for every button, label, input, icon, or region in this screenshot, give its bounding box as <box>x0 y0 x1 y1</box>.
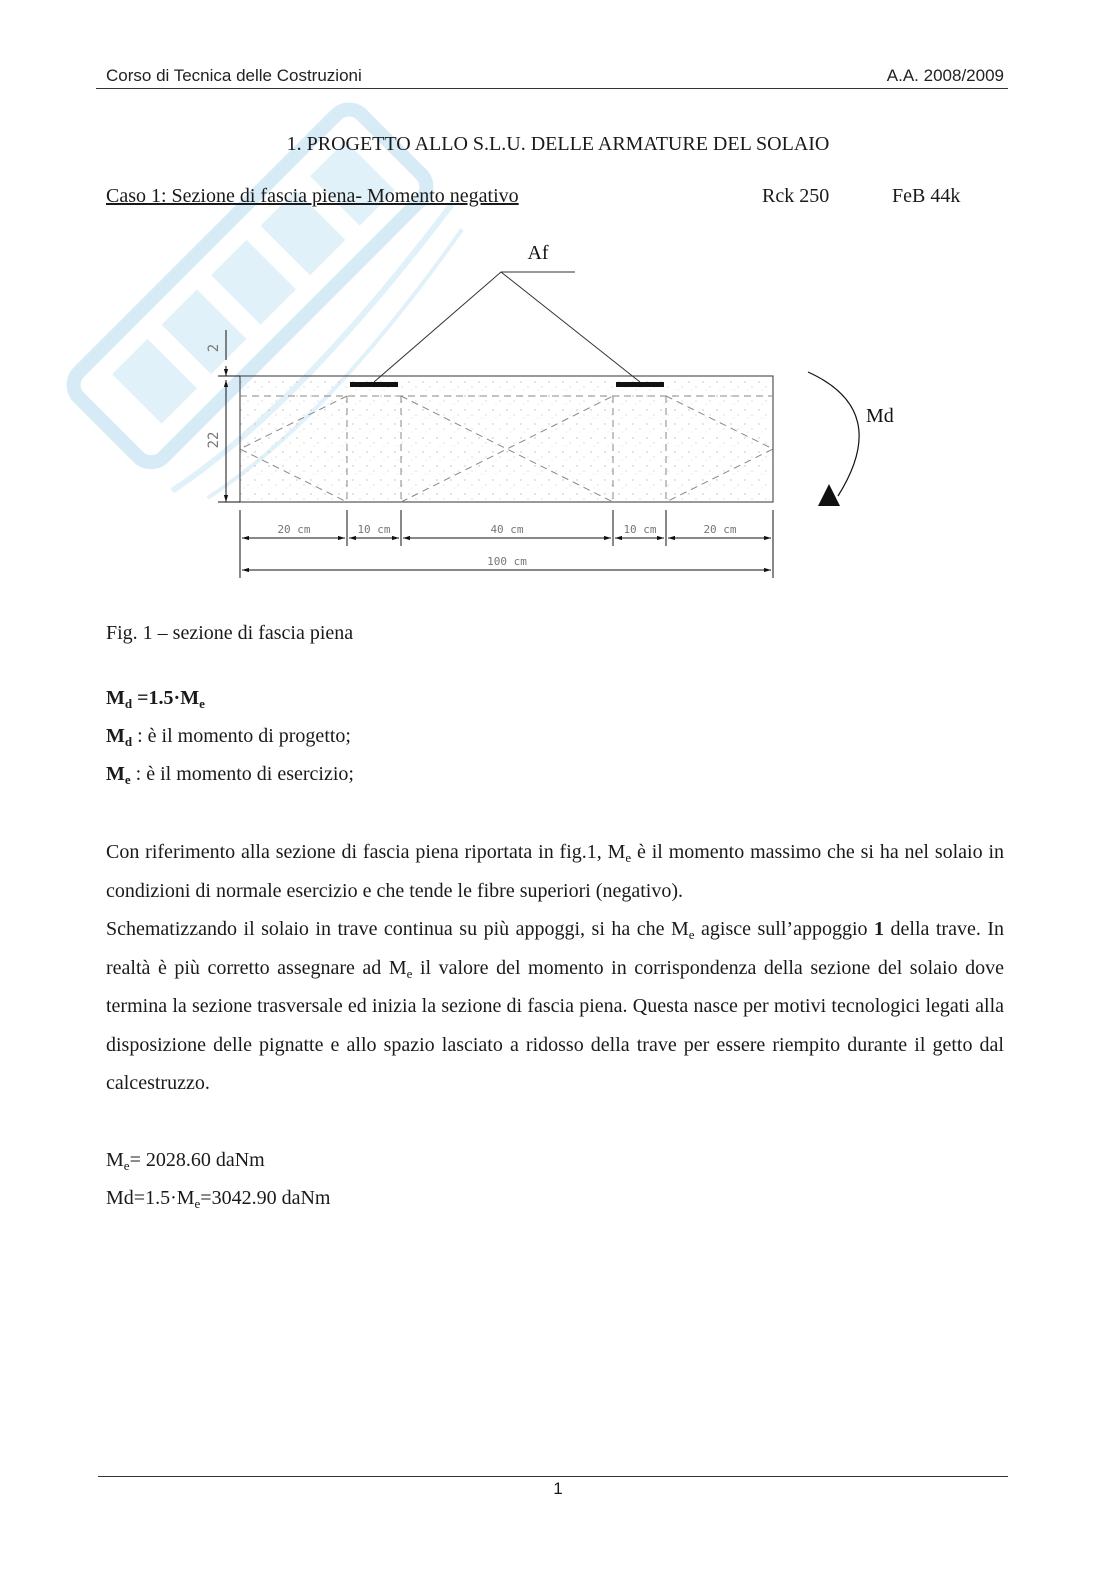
header-course: Corso di Tecnica delle Costruzioni <box>106 66 362 85</box>
md-label: Md <box>866 405 894 427</box>
steel-class: FeB 44k <box>892 185 961 207</box>
header-year: A.A. 2008/2009 <box>886 66 1004 85</box>
af-label: Af <box>527 242 549 264</box>
dim-label-3: 40 cm <box>490 523 524 536</box>
paragraph-1: Con riferimento alla sezione di fascia piena riportata in fig.1, $M_e$ è il momento massimo che si ha nel solaio in condizioni di normale esercizio e che tende le fibre superiori (negativo). <box>106 841 1005 902</box>
dim-label-total: 100 cm <box>487 555 527 568</box>
moment-arrowhead <box>818 484 840 506</box>
body-paragraph <box>106 833 1004 1103</box>
footer-rule <box>98 1476 1008 1477</box>
moment-arc <box>808 372 859 496</box>
slab-outline <box>240 376 773 502</box>
dim-top: 2 <box>206 343 222 353</box>
section-diagram <box>0 0 1116 620</box>
formula-md: $M_d =1.5\cdot M_e$ <box>106 687 205 711</box>
result-me: $M_e= 2028.60$ daNm <box>106 1149 265 1173</box>
case-title: Caso 1: Sezione di fascia piena- Momento negativo <box>106 185 519 207</box>
dim-label-2: 10 cm <box>357 523 391 536</box>
def-me: $M_e$ : è il momento di esercizio; <box>106 763 354 787</box>
height-dimension <box>218 330 240 502</box>
rebar-left <box>350 382 398 387</box>
result-md: $Md=1.5\cdot M_e=3042.90$ daNm <box>106 1187 331 1211</box>
paragraph-2: Schematizzando il solaio in trave continua su più appoggi, si ha che $M_e$ agisce sull’appoggio 1 della trave. In realtà è più corretto assegnare ad $M_e$ il valore del momento in corrispondenza della sezione del solaio dove termina la sezione trasversale ed inizia la sezione di fascia piena. Questa nasce per motivi tecnologici legati alla disposizione delle pignatte e allo spazio lasciato a ridosso della trave per essere riempito durante il getto dal calcestruzzo. <box>106 918 1004 1094</box>
section-title: 1. PROGETTO ALLO S.L.U. DELLE ARMATURE DEL SOLAIO <box>286 133 830 155</box>
def-md: $M_d$ : è il momento di progetto; <box>106 725 351 749</box>
dim-label-4: 10 cm <box>623 523 657 536</box>
page-number: 1 <box>553 1479 563 1498</box>
af-leader <box>374 272 640 382</box>
dim-label-5: 20 cm <box>703 523 737 536</box>
dim-label-1: 20 cm <box>277 523 311 536</box>
figure-caption: Fig. 1 – sezione di fascia piena <box>106 622 354 644</box>
dim-height: 22 <box>206 431 222 449</box>
rebar-right <box>616 382 664 387</box>
concrete-class: Rck 250 <box>762 185 830 207</box>
